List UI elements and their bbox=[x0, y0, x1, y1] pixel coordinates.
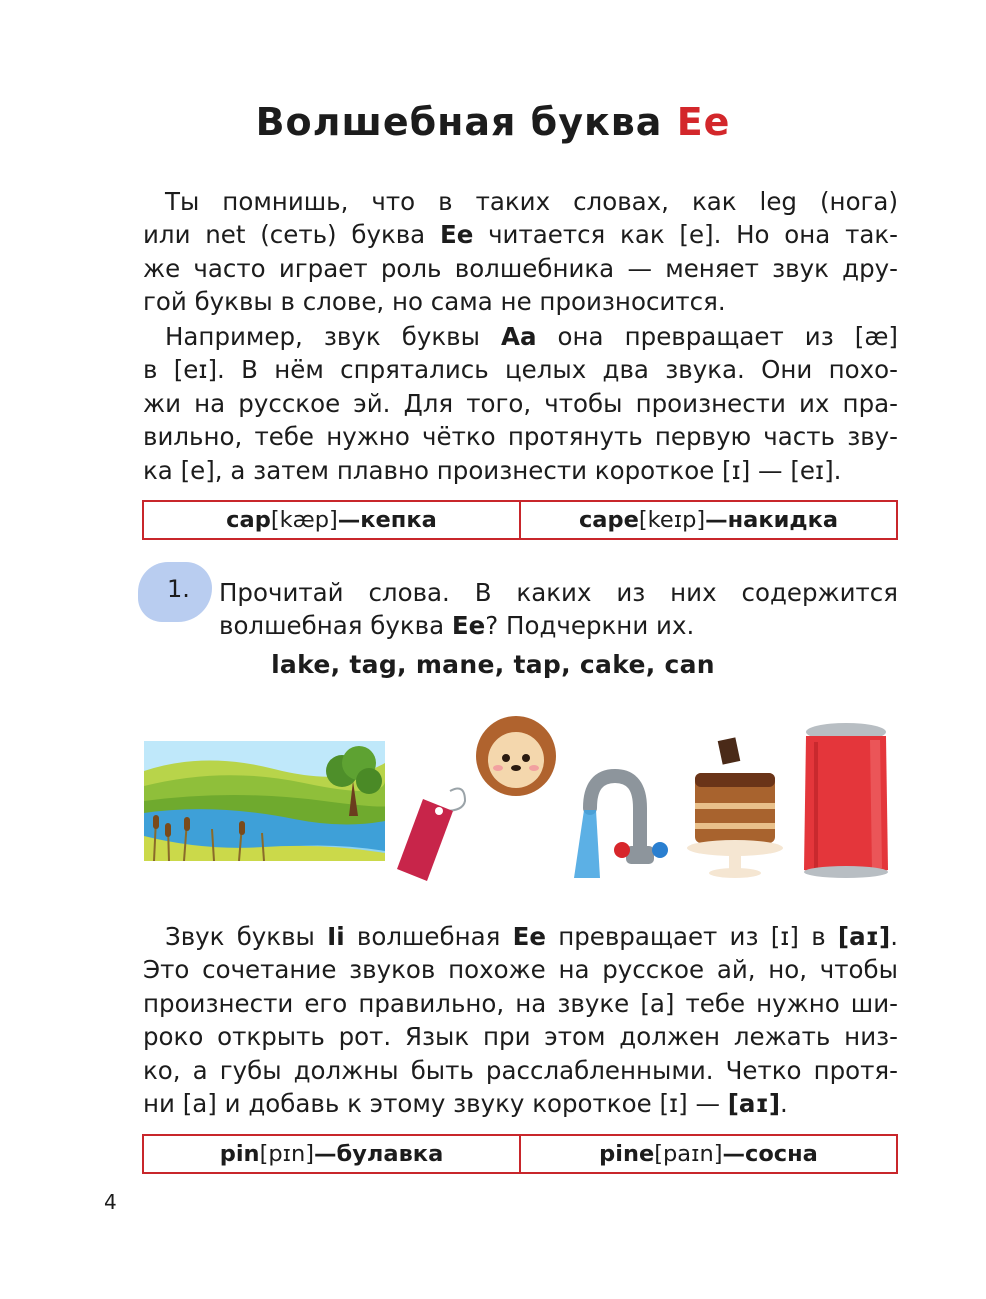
lion-mane-image bbox=[470, 712, 558, 810]
magic-i-line-6: ни [a] и добавь к этому звуку короткое [ɪ] — [aɪ]. bbox=[143, 1089, 788, 1119]
exercise-line-1: Прочитай слова. В каких из них содержится bbox=[219, 578, 898, 607]
vocab-cell-pine: pine [paɪn] — сосна bbox=[519, 1136, 896, 1172]
example-line-5: ка [e], а затем плавно произнести короткое [ɪ] — [eɪ]. bbox=[143, 455, 842, 485]
magic-i-line-2: Это сочетание звуков похоже на русское ай, но, чтобы bbox=[143, 955, 898, 985]
intro-line-1: Ты помнишь, что в таких словах, как leg (нога) bbox=[165, 187, 898, 216]
cake-image bbox=[685, 733, 785, 880]
example-line-2: в [eɪ]. В нём спрятались целых два звука. Они похо- bbox=[143, 355, 898, 385]
magic-i-paragraph bbox=[143, 920, 898, 1120]
title-accent-letter: Ee bbox=[676, 100, 731, 144]
exercise-instruction bbox=[219, 576, 898, 643]
exercise-word-list: lake, tag, mane, tap, cake, can bbox=[271, 650, 715, 679]
vocab-cell-cap: cap [kæp] — кепка bbox=[226, 507, 437, 533]
magic-i-line-5: ко, а губы должны быть расслабленными. Четко протя- bbox=[143, 1055, 898, 1085]
soda-can-image bbox=[800, 720, 892, 880]
title-main: Волшебная буква bbox=[255, 100, 663, 144]
vocab-table-cap-cape bbox=[142, 500, 898, 540]
intro-line-2: или net (сеть) буква Ee читается как [e]. Но она так- bbox=[143, 220, 898, 250]
exercise-line-2: волшебная буква Ee? Подчеркни их. bbox=[219, 611, 695, 641]
exercise-number-badge: 1. bbox=[138, 562, 212, 622]
example-line-4: вильно, тебе нужно чётко протянуть первую часть зву- bbox=[143, 422, 898, 452]
water-tap-image bbox=[570, 768, 675, 880]
vocab-cell-cape: cape [keɪp] — накидка bbox=[519, 502, 896, 538]
page-number: 4 bbox=[104, 1190, 117, 1214]
magic-i-line-4: роко открыть рот. Язык при этом должен лежать низ- bbox=[143, 1022, 898, 1052]
magic-i-line-1: Звук буквы Ii волшебная Ee превращает из [ɪ] в [aɪ]. bbox=[165, 922, 898, 951]
intro-line-4: гой буквы в слове, но сама не произносится. bbox=[143, 287, 726, 317]
page-title bbox=[0, 100, 986, 144]
vocab-table-pin-pine bbox=[142, 1134, 898, 1174]
intro-paragraph bbox=[143, 185, 898, 319]
example-line-1: Например, звук буквы Aa она превращает из [æ] bbox=[165, 322, 898, 351]
vocab-cell-pin: pin [pɪn] — булавка bbox=[219, 1141, 444, 1167]
example-line-3: жи на русское эй. Для того, чтобы произнести их пра- bbox=[143, 388, 898, 418]
price-tag-image bbox=[395, 781, 470, 884]
lake-landscape-image bbox=[144, 741, 385, 861]
intro-line-3: же часто играет роль волшебника — меняет звук дру- bbox=[143, 253, 898, 283]
magic-i-line-3: произнести его правильно, на звуке [a] тебе нужно ши- bbox=[143, 988, 898, 1018]
example-paragraph bbox=[143, 320, 898, 487]
